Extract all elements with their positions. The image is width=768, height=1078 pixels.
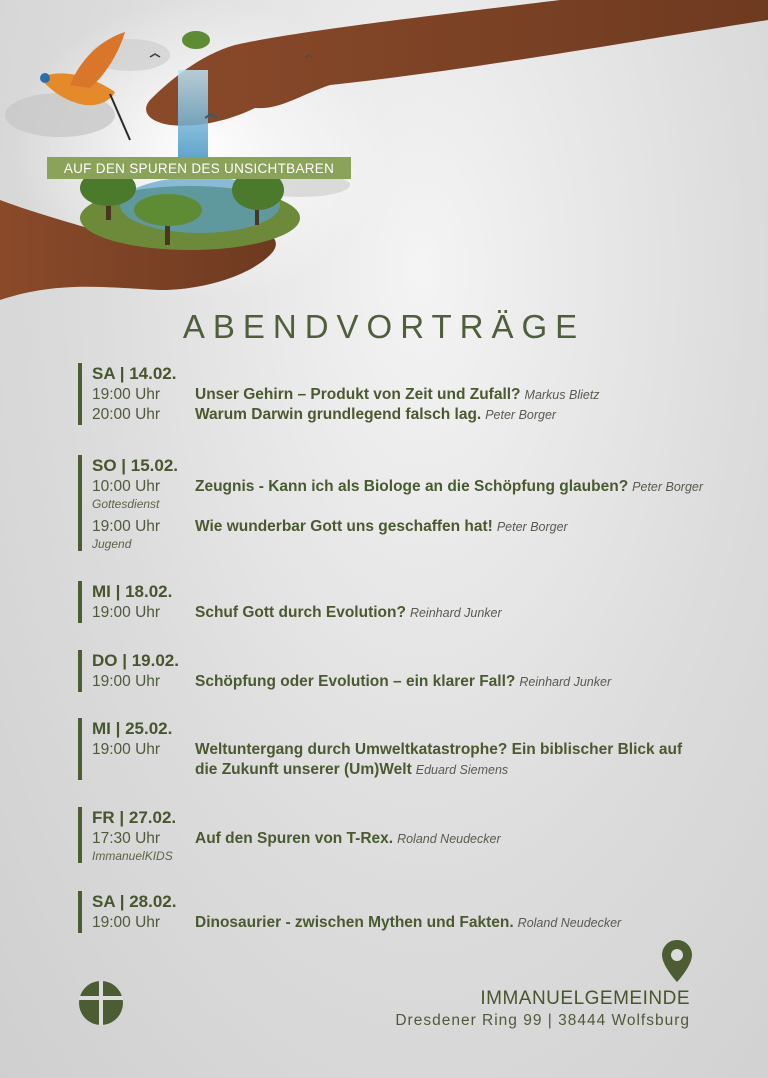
church-address: Dresdener Ring 99 | 38444 Wolfsburg [395,1012,690,1029]
talk-speaker: Reinhard Junker [409,606,502,620]
day-date: SA | 28.02. [92,892,177,911]
talk-time: 19:00 Uhr [92,673,161,690]
talk-time: 19:00 Uhr [92,604,161,621]
talk-speaker: Roland Neudecker [397,832,501,846]
talk-category: Gottesdienst [92,497,160,511]
talk-title: Warum Darwin grundlegend falsch lag. [195,406,482,423]
talk-speaker: Reinhard Junker [519,675,612,689]
day-date: FR | 27.02. [92,808,177,827]
talk-row [92,477,732,511]
talk-row [92,829,732,863]
day-block [78,363,732,425]
day-date: SA | 14.02. [92,364,177,383]
talk-row [92,385,732,405]
church-name: IMMANUELGEMEINDE [480,988,690,1009]
talk-speaker: Peter Borger [496,520,568,534]
talk-row [92,740,732,780]
day-block [78,891,732,933]
talk-category: ImmanuelKIDS [92,849,173,863]
talk-title: Weltuntergang durch Umweltkatastrophe? Ein biblischer Blick auf die Zukunft unserer (Um)Welt [195,741,683,778]
talk-speaker: Eduard Siemens [415,763,509,777]
talk-title: Unser Gehirn – Produkt von Zeit und Zufall? [195,386,521,403]
talk-row [92,405,732,425]
talk-row [92,517,732,551]
talk-speaker: Peter Borger [632,480,704,494]
hero-illustration [0,0,768,310]
day-block [78,455,732,551]
day-block [78,650,732,692]
talk-time: 19:00 Uhr [92,914,161,931]
talk-row [92,603,732,623]
talk-title: Schöpfung oder Evolution – ein klarer Fall? [195,673,516,690]
day-block [78,718,732,780]
talk-speaker: Roland Neudecker [517,916,622,930]
talk-time: 19:00 Uhr [92,518,161,535]
talk-row [92,913,732,933]
cross-circle-logo-icon [78,980,124,1026]
day-date: MI | 25.02. [92,719,173,738]
day-block [78,807,732,863]
talk-title: Auf den Spuren von T-Rex. [195,830,394,847]
talk-title: Wie wunderbar Gott uns geschaffen hat! [195,518,493,535]
subtitle-banner: AUF DEN SPUREN DES UNSICHTBAREN [47,157,351,179]
day-date: MI | 18.02. [92,582,173,601]
talk-time: 19:00 Uhr [92,386,161,403]
talk-time: 10:00 Uhr [92,478,161,495]
day-date: SO | 15.02. [92,456,179,475]
day-block [78,581,732,623]
talk-speaker: Peter Borger [485,408,557,422]
talk-row [92,672,732,692]
talk-time: 20:00 Uhr [92,406,161,423]
talk-title: Dinosaurier - zwischen Mythen und Fakten. [195,914,514,931]
talk-speaker: Markus Blietz [524,388,600,402]
talk-title: Zeugnis - Kann ich als Biologe an die Schöpfung glauben? [195,478,629,495]
page-title: ABENDVORTRÄGE [182,308,586,345]
location-pin-icon [662,940,692,982]
talk-category: Jugend [92,537,132,551]
talk-time: 17:30 Uhr [92,830,161,847]
talk-title: Schuf Gott durch Evolution? [195,604,406,621]
day-date: DO | 19.02. [92,651,179,670]
talk-time: 19:00 Uhr [92,741,161,758]
